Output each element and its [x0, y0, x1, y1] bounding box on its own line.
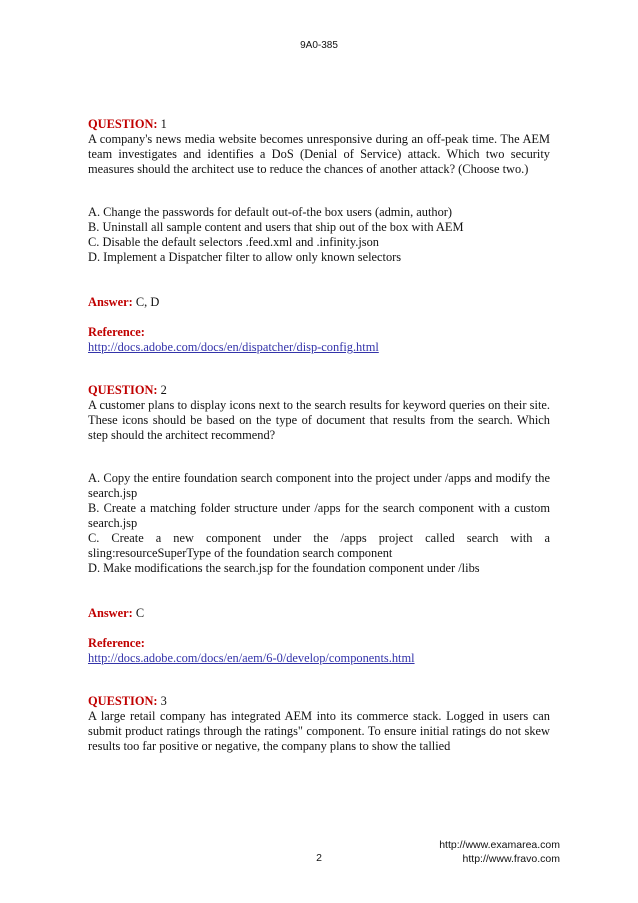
question-heading	[88, 694, 550, 709]
answer-value: C, D	[135, 295, 160, 309]
question-label: QUESTION:	[88, 694, 158, 708]
reference-link[interactable]: http://docs.adobe.com/docs/en/dispatcher/disp-config.html	[88, 340, 379, 354]
answer-line	[88, 606, 550, 621]
question-stem: A company's news media website becomes unresponsive during an off-peak time. The AEM team investigates and identifies a DoS (Denial of Service) attack. Which two security measures should the architect use to reduce the chances of another attack? (Choose two.)	[88, 132, 550, 176]
option-b: B. Uninstall all sample content and users that ship out of the box with AEM	[88, 220, 464, 234]
question-block-2	[88, 383, 550, 666]
option-list	[88, 471, 550, 576]
question-heading	[88, 117, 550, 132]
option-c: C. Create a new component under the /apps project called search with a sling:resourceSuperType of the foundation search component	[88, 531, 550, 560]
option-b: B. Create a matching folder structure under /apps for the search component with a custom search.jsp	[88, 501, 550, 530]
question-number: 1	[160, 117, 167, 131]
question-label: QUESTION:	[88, 117, 158, 131]
page-content	[88, 117, 550, 754]
question-stem: A customer plans to display icons next to the search results for keyword queries on their site. These icons should be based on the type of document that results from the search. Which step should the architect recommend?	[88, 398, 550, 442]
answer-value: C	[135, 606, 145, 620]
question-stem: A large retail company has integrated AEM into its commerce stack. Logged in users can submit product ratings through the ratings" component. To ensure initial ratings do not skew results too far positive or negative, the company plans to show the tallied	[88, 709, 550, 753]
reference-label: Reference:	[88, 325, 145, 339]
footer-link-examarea[interactable]: http://www.examarea.com	[439, 839, 560, 851]
footer-link-fravo[interactable]: http://www.fravo.com	[462, 853, 560, 865]
option-d: D. Implement a Dispatcher filter to allow only known selectors	[88, 250, 402, 264]
question-block-1	[88, 117, 550, 355]
option-list	[88, 205, 550, 265]
option-a: A. Change the passwords for default out-of-the box users (admin, author)	[88, 205, 453, 219]
question-number: 2	[160, 383, 167, 397]
question-block-3	[88, 694, 550, 754]
reference-link[interactable]: http://docs.adobe.com/docs/en/aem/6-0/develop/components.html	[88, 651, 415, 665]
option-c: C. Disable the default selectors .feed.xml and .infinity.json	[88, 235, 379, 249]
reference-label: Reference:	[88, 636, 145, 650]
question-label: QUESTION:	[88, 383, 158, 397]
reference-block	[88, 325, 550, 355]
option-d: D. Make modifications the search.jsp for the foundation component under /libs	[88, 561, 480, 575]
option-a: A. Copy the entire foundation search component into the project under /apps and modify the search.jsp	[88, 471, 550, 500]
answer-line	[88, 295, 550, 310]
question-heading	[88, 383, 550, 398]
answer-label: Answer:	[88, 295, 133, 309]
reference-block	[88, 636, 550, 666]
question-number: 3	[160, 694, 167, 708]
answer-label: Answer:	[88, 606, 133, 620]
page-header: 9A0-385	[300, 40, 338, 51]
page-number: 2	[316, 852, 322, 864]
